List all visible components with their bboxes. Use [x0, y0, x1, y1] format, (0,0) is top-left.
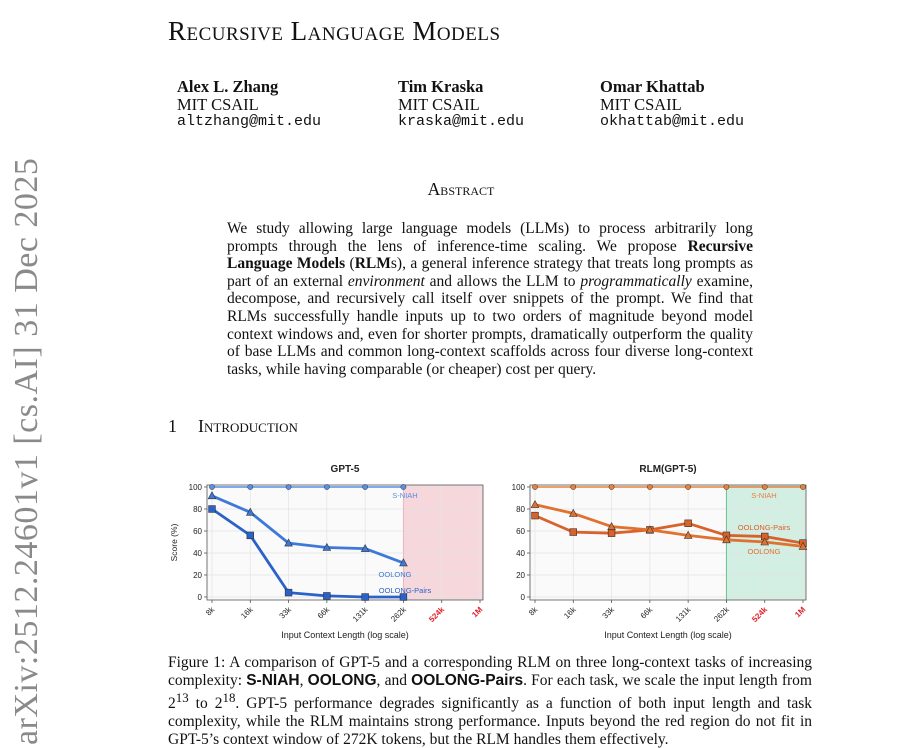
section-number: 1	[168, 416, 177, 436]
gpt5-chart	[165, 458, 493, 644]
author-block	[398, 78, 524, 131]
series-label: S-NIAH	[392, 491, 418, 500]
y-tick-label: 20	[516, 571, 525, 580]
x-axis-label: Input Context Length (log scale)	[604, 630, 732, 640]
chart-title: RLM(GPT-5)	[639, 464, 697, 475]
data-point	[532, 512, 539, 519]
author-name: Alex L. Zhang	[177, 77, 279, 96]
series-label: OOLONG	[378, 570, 412, 579]
paper-title: Recursive Language Models	[168, 16, 501, 46]
author-email[interactable]: kraska@mit.edu	[398, 113, 525, 130]
x-tick-label: 262k	[389, 605, 408, 624]
y-tick-label: 0	[520, 593, 525, 602]
x-tick-label: 66k	[315, 605, 332, 621]
x-tick-label: 8k	[527, 605, 540, 618]
y-tick-label: 100	[511, 483, 525, 492]
arxiv-side-label: arXiv:2512.24601v1 [cs.AI] 31 Dec 2025	[8, 157, 45, 745]
y-tick-label: 100	[188, 483, 202, 492]
section-title: Introduction	[198, 416, 298, 436]
abstract-body: We study allowing large language models (LLMs) to process arbitrarily long prompts through the lens of inference-time scaling. We propose Recursive Language Models (RLMs), a general inference strategy that treats long prompts as part of an external environment and allows the LLM to programmatically examine, decompose, and recursively call itself over snippets of the prompt. We find that RLMs successfully handle inputs up to two orders of magnitude beyond model context windows and, even for shorter prompts, dramatically outperform the quality of base LLMs and common long-context scaffolds across four diverse long-context tasks, while having comparable (or cheaper) cost per query.	[227, 220, 753, 378]
data-point	[362, 594, 369, 601]
data-point	[363, 484, 368, 489]
section-heading	[168, 416, 298, 437]
x-tick-label: 33k	[277, 605, 293, 621]
x-tick-label: 262k	[712, 605, 731, 624]
x-tick-label: 66k	[638, 605, 655, 621]
data-point	[609, 484, 614, 489]
x-tick-label: 131k	[350, 605, 370, 624]
y-tick-label: 40	[193, 549, 202, 558]
data-point	[532, 484, 537, 489]
author-block	[600, 78, 744, 131]
figure-caption: Figure 1: A comparison of GPT-5 and a corresponding RLM on three long-context tasks of increasing complexity: S-NIAH, OOLONG, and OOLONG-Pairs. For each task, we scale the input length from $2^{13}$ to $2^{18}$. GPT-5 performance degrades significantly as a function of both input length and task complexity, while the RLM maintains strong performance. Inputs beyond the red region do not fit in GPT-5’s context window of 272K tokens, but the RLM handles them effectively.	[168, 654, 812, 748]
author-email[interactable]: altzhang@mit.edu	[177, 113, 322, 130]
data-point	[209, 506, 216, 513]
y-tick-label: 20	[193, 571, 202, 580]
y-tick-label: 80	[193, 505, 202, 514]
y-tick-label: 40	[516, 549, 525, 558]
data-point	[686, 484, 691, 489]
data-point	[209, 484, 214, 489]
y-tick-label: 0	[197, 593, 202, 602]
x-tick-label: 16k	[562, 605, 578, 621]
y-tick-label: 60	[516, 527, 525, 536]
data-point	[401, 484, 406, 489]
author-name: Tim Kraska	[398, 77, 484, 96]
x-tick-label: 1M	[470, 605, 485, 620]
data-point	[247, 532, 254, 539]
y-axis-label: Score (%)	[169, 523, 179, 562]
data-point	[724, 484, 729, 489]
abstract-heading: Abstract	[427, 179, 495, 199]
author-affiliation: MIT CSAIL	[600, 94, 682, 114]
y-tick-label: 80	[516, 505, 525, 514]
data-point	[285, 589, 292, 596]
author-name: Omar Khattab	[600, 77, 705, 96]
x-tick-label: 33k	[600, 605, 616, 621]
rlm-chart	[488, 458, 816, 644]
data-point	[323, 593, 330, 600]
author-affiliation: MIT CSAIL	[398, 94, 480, 114]
y-tick-label: 60	[193, 527, 202, 536]
x-tick-label: 524k	[750, 605, 770, 624]
data-point	[286, 484, 291, 489]
x-axis-label: Input Context Length (log scale)	[281, 630, 409, 640]
data-point	[647, 484, 652, 489]
x-tick-label: 524k	[427, 605, 447, 624]
chart-title: GPT-5	[330, 464, 360, 475]
author-block	[177, 78, 321, 131]
x-tick-label: 16k	[239, 605, 255, 621]
data-point	[685, 520, 692, 527]
data-point	[762, 484, 767, 489]
series-label: OOLONG	[747, 547, 781, 556]
author-email[interactable]: okhattab@mit.edu	[600, 113, 745, 130]
data-point	[324, 484, 329, 489]
x-tick-label: 8k	[204, 605, 217, 618]
data-point	[800, 484, 805, 489]
data-point	[608, 530, 615, 537]
series-label: S-NIAH	[751, 491, 777, 500]
data-point	[570, 529, 577, 536]
data-point	[571, 484, 576, 489]
x-tick-label: 1M	[793, 605, 808, 620]
series-label: OOLONG-Pairs	[378, 586, 432, 595]
series-label: OOLONG-Pairs	[737, 523, 791, 532]
x-tick-label: 131k	[673, 605, 693, 624]
data-point	[248, 484, 253, 489]
author-affiliation: MIT CSAIL	[177, 94, 259, 114]
context-limit-region	[403, 485, 483, 600]
